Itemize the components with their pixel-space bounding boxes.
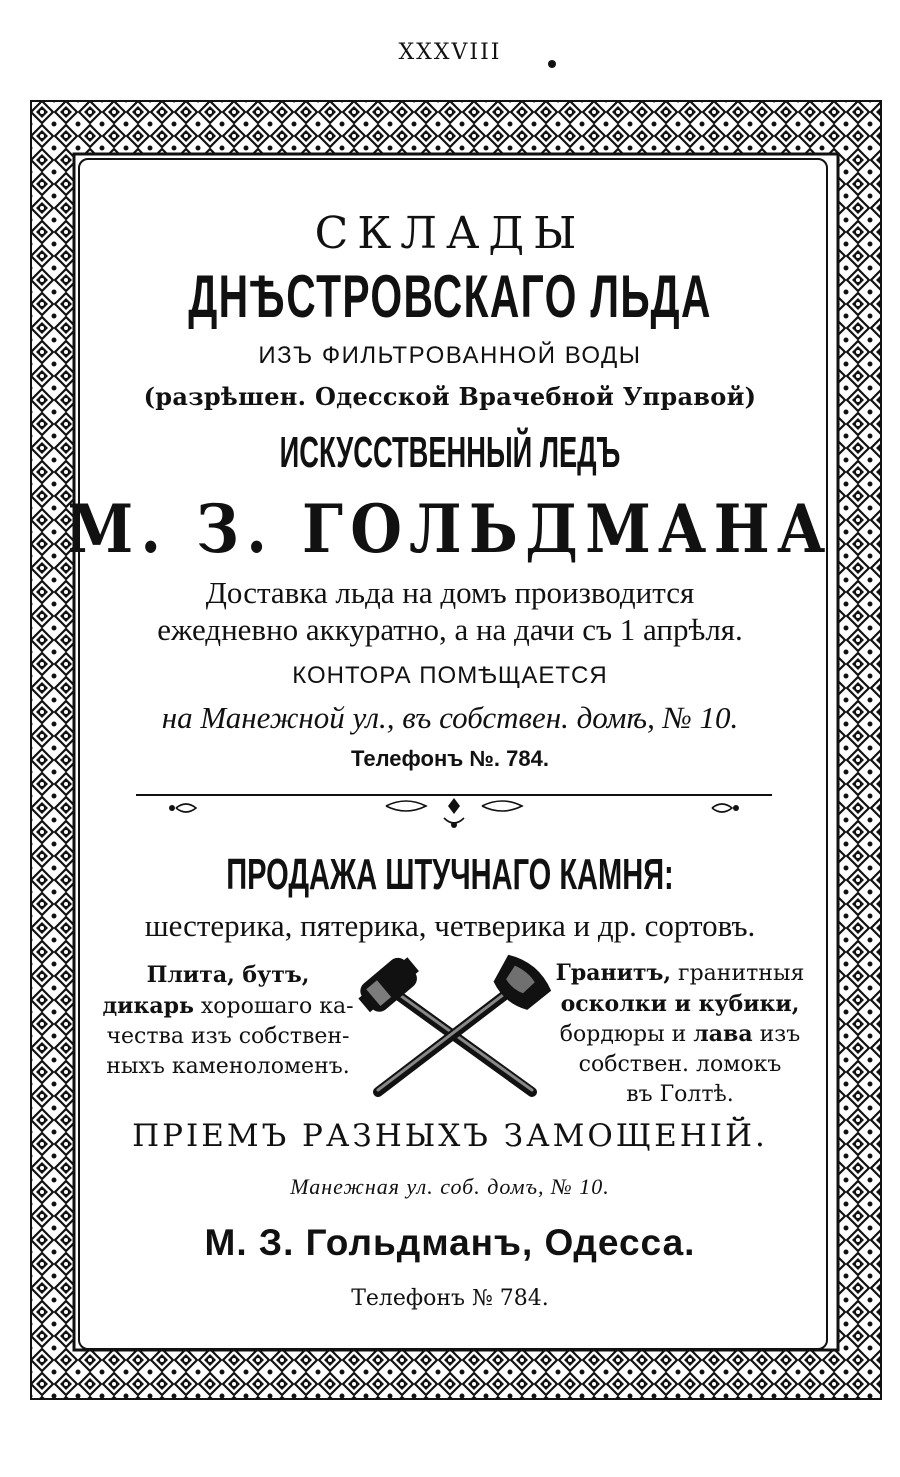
- left-line-1: Плита, бутъ,: [146, 962, 310, 988]
- ice-phone: Телефонъ №. 784.: [351, 746, 549, 771]
- paving-heading: ПРІЕМЪ РАЗНЫХЪ ЗАМОЩЕНІЙ.: [132, 1118, 768, 1154]
- right-line-5: въ Голтѣ.: [626, 1082, 734, 1107]
- ice-title: ДНѢСТРОВСКАГО ЛЬДА: [188, 263, 712, 330]
- delivery-line-1: Доставка льда на домъ производится: [205, 575, 695, 610]
- ice-artificial: ИСКУССТВЕННЫЙ ЛЕДЪ: [279, 428, 621, 477]
- right-line-3c: изъ: [752, 1022, 801, 1047]
- ice-owner: М. З. ГОЛЬДМАНА: [67, 490, 833, 568]
- stone-title: ПРОДАЖА ШТУЧНАГО КАМНЯ:: [226, 850, 674, 899]
- stone-address: Манежная ул. соб. домъ, № 10.: [290, 1174, 610, 1199]
- ice-address: на Манежной ул., въ собствен. домѣ, № 10.: [161, 700, 739, 735]
- ink-dot: [548, 60, 556, 68]
- ice-permission: (разрѣшен. Одесской Врачебной Управой): [143, 382, 757, 411]
- stone-left-column: [96, 960, 360, 1082]
- right-line-3-bold: лава: [693, 1021, 753, 1047]
- ice-source: ИЗЪ ФИЛЬТРОВАННОЙ ВОДЫ: [258, 342, 642, 369]
- stone-phone: Телефонъ № 784.: [351, 1286, 549, 1311]
- right-line-3a: бордюры и: [559, 1022, 694, 1047]
- left-line-2: хорошаго ка-: [193, 994, 354, 1019]
- office-label: КОНТОРА ПОМѢЩАЕТСЯ: [292, 662, 608, 689]
- crossed-hammers-illustration: [356, 952, 552, 1104]
- stone-sorts: шестерика, пятерика, четверика и др. сортовъ.: [144, 908, 756, 943]
- right-line-1-bold: Гранитъ,: [555, 960, 672, 986]
- left-line-2-bold: дикарь: [102, 993, 194, 1019]
- stone-owner: М. З. Гольдманъ, Одесса.: [204, 1222, 696, 1263]
- left-line-4: ныхъ каменоломенъ.: [106, 1054, 350, 1079]
- left-line-3: чества изъ собствен-: [106, 1024, 350, 1049]
- right-line-1: гранитныя: [671, 961, 805, 986]
- right-line-4: собствен. ломокъ: [578, 1052, 782, 1077]
- delivery-line-2: ежедневно аккуратно, а на дачи съ 1 апрѣля.: [157, 612, 743, 647]
- ice-heading: СКЛАДЫ: [314, 208, 586, 259]
- right-line-2: осколки и кубики,: [560, 991, 800, 1017]
- ornamental-divider: [136, 792, 772, 832]
- page-number: XXXVIII: [398, 40, 502, 65]
- stone-right-column: [548, 958, 812, 1110]
